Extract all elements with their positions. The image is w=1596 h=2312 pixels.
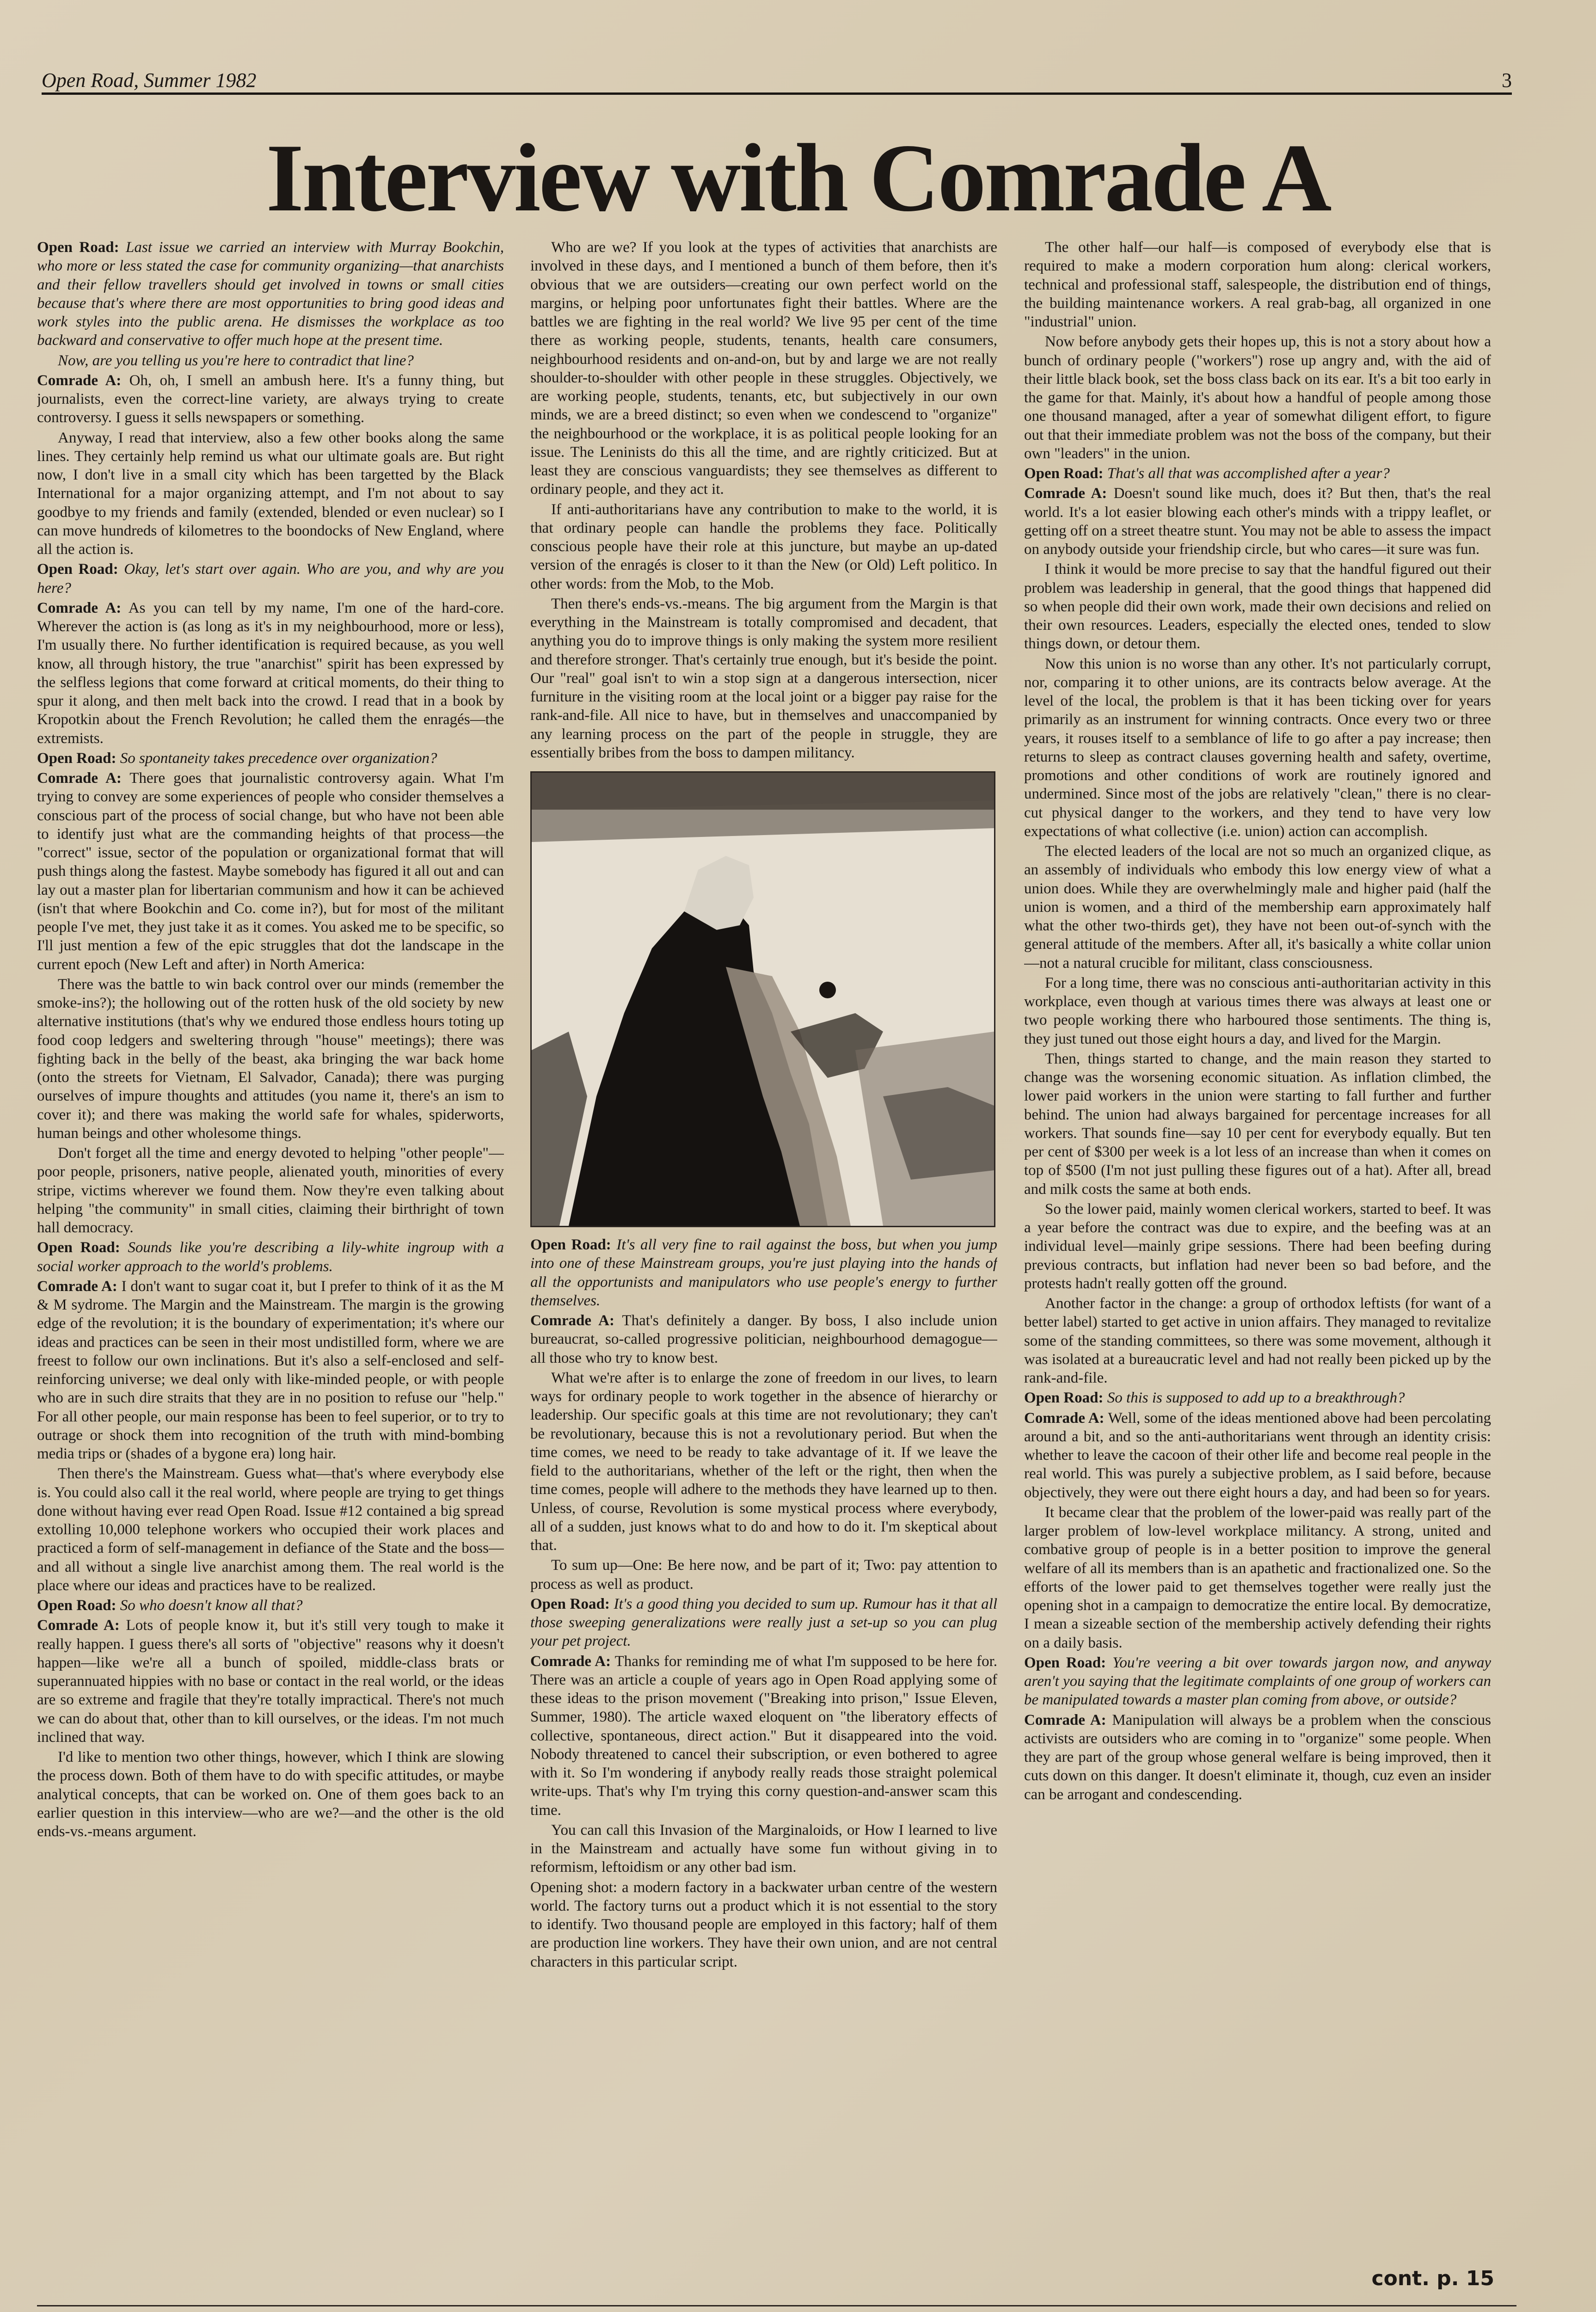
body-text: Anyway, I read that interview, also a few other books along the same lines. They certainly help remind us what our ultimate goals are. But right now, I don't live in a small city which has been targetted by the Black International for a major organizing attempt, and I'm not about to say goodbye to my friends and family (extended, blended or even nuclear) so I can move hundreds of kilometres to the boondocks of New England, where all the action is. [37,429,504,558]
body-text: So the lower paid, mainly women clerical workers, started to beef. It was a year before the contract was due to expire, and the beefing was at an individual level—mainly gripe sessions. There had been beefing during previous contracts, but inflation had never been so bad before, and the protests hadn't really gotten off the ground. [1024,1200,1491,1292]
speaker-label: Open Road: [37,561,118,578]
paragraph [530,1236,997,1310]
page-header [42,65,1512,95]
body-text: That's definitely a danger. By boss, I also include union bureaucrat, so-called progressive politician, neighbourhood demagogue—all those who try to know best. [530,1312,997,1366]
paragraph [37,599,504,748]
speaker-label: Comrade A: [530,1312,614,1329]
body-text: Another factor in the change: a group of orthodox leftists (for want of a better label) started to get active in union affairs. They managed to revitalize some of the standing committees, so there was some movement, although it was isolated at a bureaucratic level and had not really been picked up by the rank-and-file. [1024,1295,1491,1386]
paragraph [37,351,504,370]
paragraph [37,1748,504,1841]
speaker-label: Comrade A: [1024,1409,1105,1427]
speaker-label: Open Road: [1024,1654,1106,1671]
paragraph [37,371,504,427]
paragraph [1024,655,1491,841]
body-text: For a long time, there was no conscious anti-authoritarian activity in this workplace, even though at various times there was always at least one or two people working there who harboured those sentiments. The thing is, they just tuned out those eight hours a day, and lived for the Margin. [1024,974,1491,1047]
article-photo [530,771,995,1227]
speaker-label: Comrade A: [37,1278,117,1295]
body-text: Manipulation will always be a problem when the conscious activists are outsiders who are coming in to "organize" some people. When they are part of the group whose general welfare is being improved, then it cuts down on this danger. It doesn't eliminate it, though, cuz even an insider can be arrogant and condescending. [1024,1711,1491,1803]
question-text: Okay, let's start over again. Who are you, and why are you here? [37,561,504,596]
paragraph [530,238,997,499]
speaker-label: Comrade A: [37,770,122,787]
paragraph [530,500,997,593]
paragraph [37,1277,504,1463]
paragraph [1024,1711,1491,1804]
paragraph [530,1821,997,1877]
speaker-label: Comrade A: [1024,1711,1106,1728]
question-text: Now, are you telling us you're here to contradict that line? [58,352,414,369]
paragraph [1024,238,1491,331]
paragraph [1024,842,1491,972]
body-text: As you can tell by my name, I'm one of the hard-core. Wherever the action is (as long as it's in my neighbourhood, more or less), I'm usually there. No further identification is required because, as you well know, all through history, the true "anarchist" spirit has been expressed by the selfless legions that come forward at critical moments, do their thing to spur it along, and then melt back into the crowd. I read that in a book by Kropotkin about the French Revolution; he called them the enragés—the extremists. [37,599,504,747]
page-number: 3 [1502,69,1512,92]
question-text: That's all that was accomplished after a year? [1107,465,1390,482]
speaker-label: Open Road: [1024,465,1104,482]
paragraph [530,1556,997,1593]
paragraph [37,1596,504,1615]
paragraph [37,769,504,974]
bottom-rule [37,2305,1516,2306]
body-text: I don't want to sugar coat it, but I prefer to think of it as the M & M sydrome. The Margin and the Mainstream. The margin is the growing edge of the revolution; it is the boundary of experimentation; it's where our ideas and practices can be seen in their most undistilled form, where we are freest to follow our own inclinations. But it's also a self-enclosed and self-reinforcing universe; we deal only with like-minded people, or with people who are in such dire straits that they are in no position to refuse our "help." For all other people, our main response has been to feel superior, or to try to outrage or shock them into recognition of the truth with mind-bombing media trips or (shades of a bygone era) long hair. [37,1278,504,1462]
body-text: Doesn't sound like much, does it? But then, that's the real world. It's a lot easier blowing each other's minds with a trippy leaflet, or getting off on a street theatre stunt. You may not be able to assess the impact on anybody outside your friendship circle, but who cares—it sure was fun. [1024,485,1491,558]
paragraph [37,560,504,597]
paragraph [1024,974,1491,1048]
body-text: Well, some of the ideas mentioned above had been percolating around a bit, and so the anti-authoritarians went through an identity crisis: whether to leave the cacoon of their other life and become real people in the real world. This was purely a subjective problem, as I said before, because objectively, they were out there eight hours a day, and had been so for years. [1024,1409,1491,1501]
paragraph [530,1369,997,1555]
paragraph [1024,560,1491,653]
body-text: Then, things started to change, and the main reason they started to change was the worsening economic situation. As inflation climbed, the lower paid workers in the union were starting to fall further and further behind. The union had always bargained for percentage increases for all workers. That sounds fine—say 10 per cent for everybody equally. But ten per cent of $300 per week is a lot less of an increase than when it comes on top of $500 (I'm not just pulling these figures out of a hat). After all, bread and milk costs the same at both ends. [1024,1050,1491,1198]
speaker-label: Open Road: [530,1595,610,1612]
continued-note: cont. p. 15 [1371,2267,1494,2290]
text-column-1 [37,238,504,2296]
body-text: There was the battle to win back control over our minds (remember the smoke-ins?); the hollowing out of the rotten husk of the old society by new alternative institutions (that's why we endured those endless hours toting up food coop ledgers and sweltering through "house" meetings); there was fighting back in the belly of the beast, aka bringing the war back home (onto the streets for Vietnam, El Salvador, Canada); there was purging ourselves of impure thoughts and attitudes (you name it, there's an ism to cover it); and there was making the world safe for whales, spiderworts, human beings and other wholesome things. [37,976,504,1142]
paragraph [1024,1200,1491,1293]
question-text: Last issue we carried an interview with Murray Bookchin, who more or less stated the case for community organizing—that anarchists and their fellow travellers should get involved in towns or small cities because that's where there are most opportunities to bring good ideas and work styles into the public arena. He dismisses the workplace as too backward and conservative to offer much hope at the present time. [37,239,504,349]
paragraph [530,1878,997,1971]
body-text: Who are we? If you look at the types of activities that anarchists are involved in these days, and I mentioned a bunch of them before, then it's obvious that we are outsiders—creating our own perfect world on the margins, or helping poor unfortunates fight their battles. Where are the battles we are fighting in the real world? We live 95 per cent of the time there as working people, students, tenants, health care consumers, neighbourhood residents and on-and-on, but by and large we are not really shoulder-to-shoulder with other people in these struggles. Objectively, we are working people, students, tenants, etc, but subjectively in our own minds, we are a breed distinct; so even when we condescend to "organize" the neighbourhood or the workplace, it is as political people looking for an issue. The Leninists do this all the time, and are rightly criticized. But at least they are conscious vanguardists; they see themselves as different to ordinary people, and they act it. [530,239,997,498]
speaker-label: Comrade A: [37,372,122,389]
running-head: Open Road, Summer 1982 [42,69,257,92]
speaker-label: Open Road: [37,750,117,767]
body-text: I'd like to mention two other things, however, which I think are slowing the process down. Both of them have to do with specific attitudes, or maybe analytical concepts, that can be worked on. One of them goes back to an earlier question in this interview—who are we?—and the other is the old ends-vs.-means argument. [37,1749,504,1840]
speaker-label: Open Road: [530,1236,611,1253]
speaker-label: Open Road: [37,1597,117,1614]
paragraph [530,1595,997,1651]
body-text: Don't forget all the time and energy devoted to helping "other people"—poor people, prisoners, native people, alienated youth, minorities of every stripe, victims wherever we found them. Now they're even talking about helping "the community" in small cities, claiming their birthright of town hall democracy. [37,1145,504,1236]
paragraph [1024,1503,1491,1652]
body-text: The other half—our half—is composed of everybody else that is required to make a modern corporation hum along: clerical workers, technical and professional staff, salespeople, the distribution end of things, the building maintenance workers. A real grab-bag, all organized in one "industrial" union. [1024,239,1491,330]
paragraph [37,1144,504,1237]
body-text: If anti-authoritarians have any contribution to make to the world, it is that ordinary people can handle the problems they face. Politically conscious people have their role at this juncture, but maybe an up-dated version of the enragés is closer to it than the New (or Old) Left politico. In other words: from the Mob, to the Mob. [530,501,997,592]
speaker-label: Comrade A: [37,1617,120,1634]
text-column-2 [530,238,997,2296]
question-text: So spontaneity takes precedence over organization? [120,750,437,767]
question-text: You're veering a bit over towards jargon now, and anyway aren't you saying that the legitimate complaints of one group of workers can be manipulated towards a master plan coming from above, or outside? [1024,1654,1491,1709]
body-text: You can call this Invasion of the Marginaloids, or How I learned to live in the Mainstream and actually have some fun without giving in to reformism, leftoidism or any other bad ism. [530,1821,997,1876]
speaker-label: Open Road: [1024,1390,1104,1407]
paragraph [1024,484,1491,559]
speaker-label: Comrade A: [1024,485,1107,502]
body-text: There goes that journalistic controversy again. What I'm trying to convey are some experiences of people who consider themselves a conscious part of the process of social change, but who have not been able to identify just what are the commanding heights of that process—the "correct" issue, sector of the population or organizational format that will push things along the fastest. Maybe somebody has figured it all out and can lay out a master plan for libertarian communism and how it can be achieved (isn't that where Bookchin and Co. come in?), but for most of the militant people I've met, they just take it as it comes. You asked me to be specific, so I'll just mention a few of the epic struggles that dot the landscape in the current epoch (New Left and after) in North America: [37,770,504,973]
paragraph [1024,1294,1491,1387]
speaker-label: Comrade A: [37,599,122,616]
paragraph [37,749,504,768]
body-text: The elected leaders of the local are not so much an organized clique, as an assembly of individuals who embody this low energy view of what a union does. While they are overwhelmingly male and higher paid (half the union is women, and a third of the membership earn approximately half what the other two-thirds get), they have not been out-of-synch with the general attitude of the members. After all, it's basically a white collar union—not a natural crucible for militant, class consciousness. [1024,843,1491,972]
paragraph [1024,464,1491,483]
body-text: Lots of people know it, but it's still very tough to make it really happen. I guess there's all sorts of "objective" reasons why it doesn't happen—like we're all a bunch of spoiled, middle-class brats or superannuated hippies with no base or contact in the real world, or the ideas are so extreme and fragile that they're totally impractical. There's not much we can do about that, other than to kill ourselves, or the ideas. I'm not much inclined that way. [37,1617,504,1746]
paragraph [1024,1389,1491,1407]
question-text: It's all very fine to rail against the boss, but when you jump into one of these Mainstream groups, you're just playing into the hands of all the opportunists and manipulators who use people's energy to further themselves. [530,1236,997,1309]
body-text: To sum up—One: Be here now, and be part of it; Two: pay attention to process as well as product. [530,1557,997,1593]
paragraph [1024,332,1491,463]
question-text: So this is supposed to add up to a breakthrough? [1107,1390,1405,1407]
paragraph [530,1652,997,1820]
body-text: Then there's the Mainstream. Guess what—that's where everybody else is. You could also call it the real world, where people are trying to get things done without having ever read Open Road. Issue #12 contained a big spread extolling 10,000 telephone workers who occupied their work places and practiced a form of self-management in defiance of the State and the boss—and all without a single live anarchist among them. The real world is the place where our ideas and practices have to be realized. [37,1465,504,1594]
body-text: It became clear that the problem of the lower-paid was really part of the larger problem of low-level workplace militancy. A strong, united and combative group of people is in a better position to improve the general welfare of all its members than is an apathetic and fractionalized one. So the efforts of the lower paid to get themselves together were really just the opening shot in a campaign to democratize the entire local. By democratize, I mean a sizeable section of the membership actively defending their rights on a daily basis. [1024,1504,1491,1651]
body-text: Now this union is no worse than any other. It's not particularly corrupt, nor, comparing it to other unions, are its contracts below average. At the level of the local, the problem is that it has been ticking over for years primarily as an instrument for winning contracts. Once every two or three years, it rouses itself to a semblance of life to go after a pay increase; then returns to sleep as contract clauses governing health and safety, overtime, promotions and other conditions of work are routinely ignored and undermined. Since most of the jobs are relatively "clean," there is no clear-cut physical danger to the workers, and they tend to have very low expectations of what collective (i.e. union) action can accomplish. [1024,655,1491,840]
paragraph [1024,1050,1491,1199]
body-text: Opening shot: a modern factory in a backwater urban centre of the western world. The factory turns out a product which it is not essential to the story to identify. Two thousand people are employed in this factory; half of them are production line workers. They have their own union, and are not central characters in this particular script. [530,1879,997,1970]
question-text: Sounds like you're describing a lily-white ingroup with a social worker approach to the world's problems. [37,1239,504,1275]
article-title: Interview with Comrade A [266,124,1330,232]
body-text: Thanks for reminding me of what I'm supposed to be here for. There was an article a couple of years ago in Open Road applying some of these ideas to the prison movement ("Breaking into prison," Issue Eleven, Summer, 1980). The article waxed eloquent on "the liberatory effects of collective, spontaneous, direct action." But it disappeared into the void. Nobody threatened to cancel their subscription, or even bothered to agree with it. So I'm wondering if anybody really reads those straight polemical write-ups. That's why I'm trying this corny question-and-answer scam this time. [530,1653,997,1819]
paragraph [530,1311,997,1367]
speaker-label: Open Road: [37,239,119,256]
question-text: So who doesn't know all that? [120,1597,303,1614]
speaker-label: Comrade A: [530,1653,611,1670]
body-text: What we're after is to enlarge the zone of freedom in our lives, to learn ways for ordinary people to work together in the absence of hierarchy or leadership. Our specific goals at this time are not revolutionary; they can't be revolutionary, because this is not a revolutionary period. But when the time comes, we need to be ready to take advantage of it. If we leave the field to the authoritarians, whether of the left or the right, then when the time comes, people will adhere to the methods they have learned up to then. Unless, of course, Revolution is some mystical process where everybody, all of a sudden, just knows what to do and how to do it. I'm skeptical about that. [530,1369,997,1554]
paragraph [1024,1654,1491,1709]
body-text: Oh, oh, I smell an ambush here. It's a funny thing, but journalists, even the correct-line variety, are always trying to create controversy. I guess it sells newspapers or something. [37,372,504,426]
paragraph [37,1464,504,1595]
speaker-label: Open Road: [37,1239,120,1256]
paragraph [530,595,997,762]
text-column-3 [1024,238,1491,2296]
body-text: I think it would be more precise to say that the handful figured out their problem was leadership in general, that the good things that happened did so when people did their own work, made their own decisions and relied on their own resources. Leaders, especially the elected ones, tended to slow things down, or detour them. [1024,561,1491,652]
body-text: Now before anybody gets their hopes up, this is not a story about how a bunch of ordinary people ("workers") rose up angry and, with the aid of their little black book, set the boss class back on its ear. It's a bit too early in the game for that. Mainly, it's about how a handful of people among those one thousand managed, after a year of somewhat diligent effort, to figure out that their immediate problem was not the boss of the company, but their own "leaders" in the union. [1024,333,1491,462]
paragraph [37,1616,504,1746]
paragraph [1024,1409,1491,1502]
body-text: Then there's ends-vs.-means. The big argument from the Margin is that everything in the Mainstream is totally compromised and decadent, that anything you do to improve things is only making the system more resilient and therefore stronger. That's certainly true enough, but it's beside the point. Our "real" goal isn't to win a stop sign at a dangerous intersection, nicer furniture in the visiting room at the local joint or a bigger pay raise for the rank-and-file. All nice to have, but in themselves and unaccompanied by any learning process on the part of the people in struggle, they are essentially bribes from the boss to dampen militancy. [530,595,997,761]
paragraph [37,238,504,350]
paragraph [37,429,504,559]
question-text: It's a good thing you decided to sum up. Rumour has it that all those sweeping generalizations were really just a set-up so you can plug your pet project. [530,1595,997,1650]
paragraph [37,1238,504,1276]
paragraph [37,975,504,1143]
